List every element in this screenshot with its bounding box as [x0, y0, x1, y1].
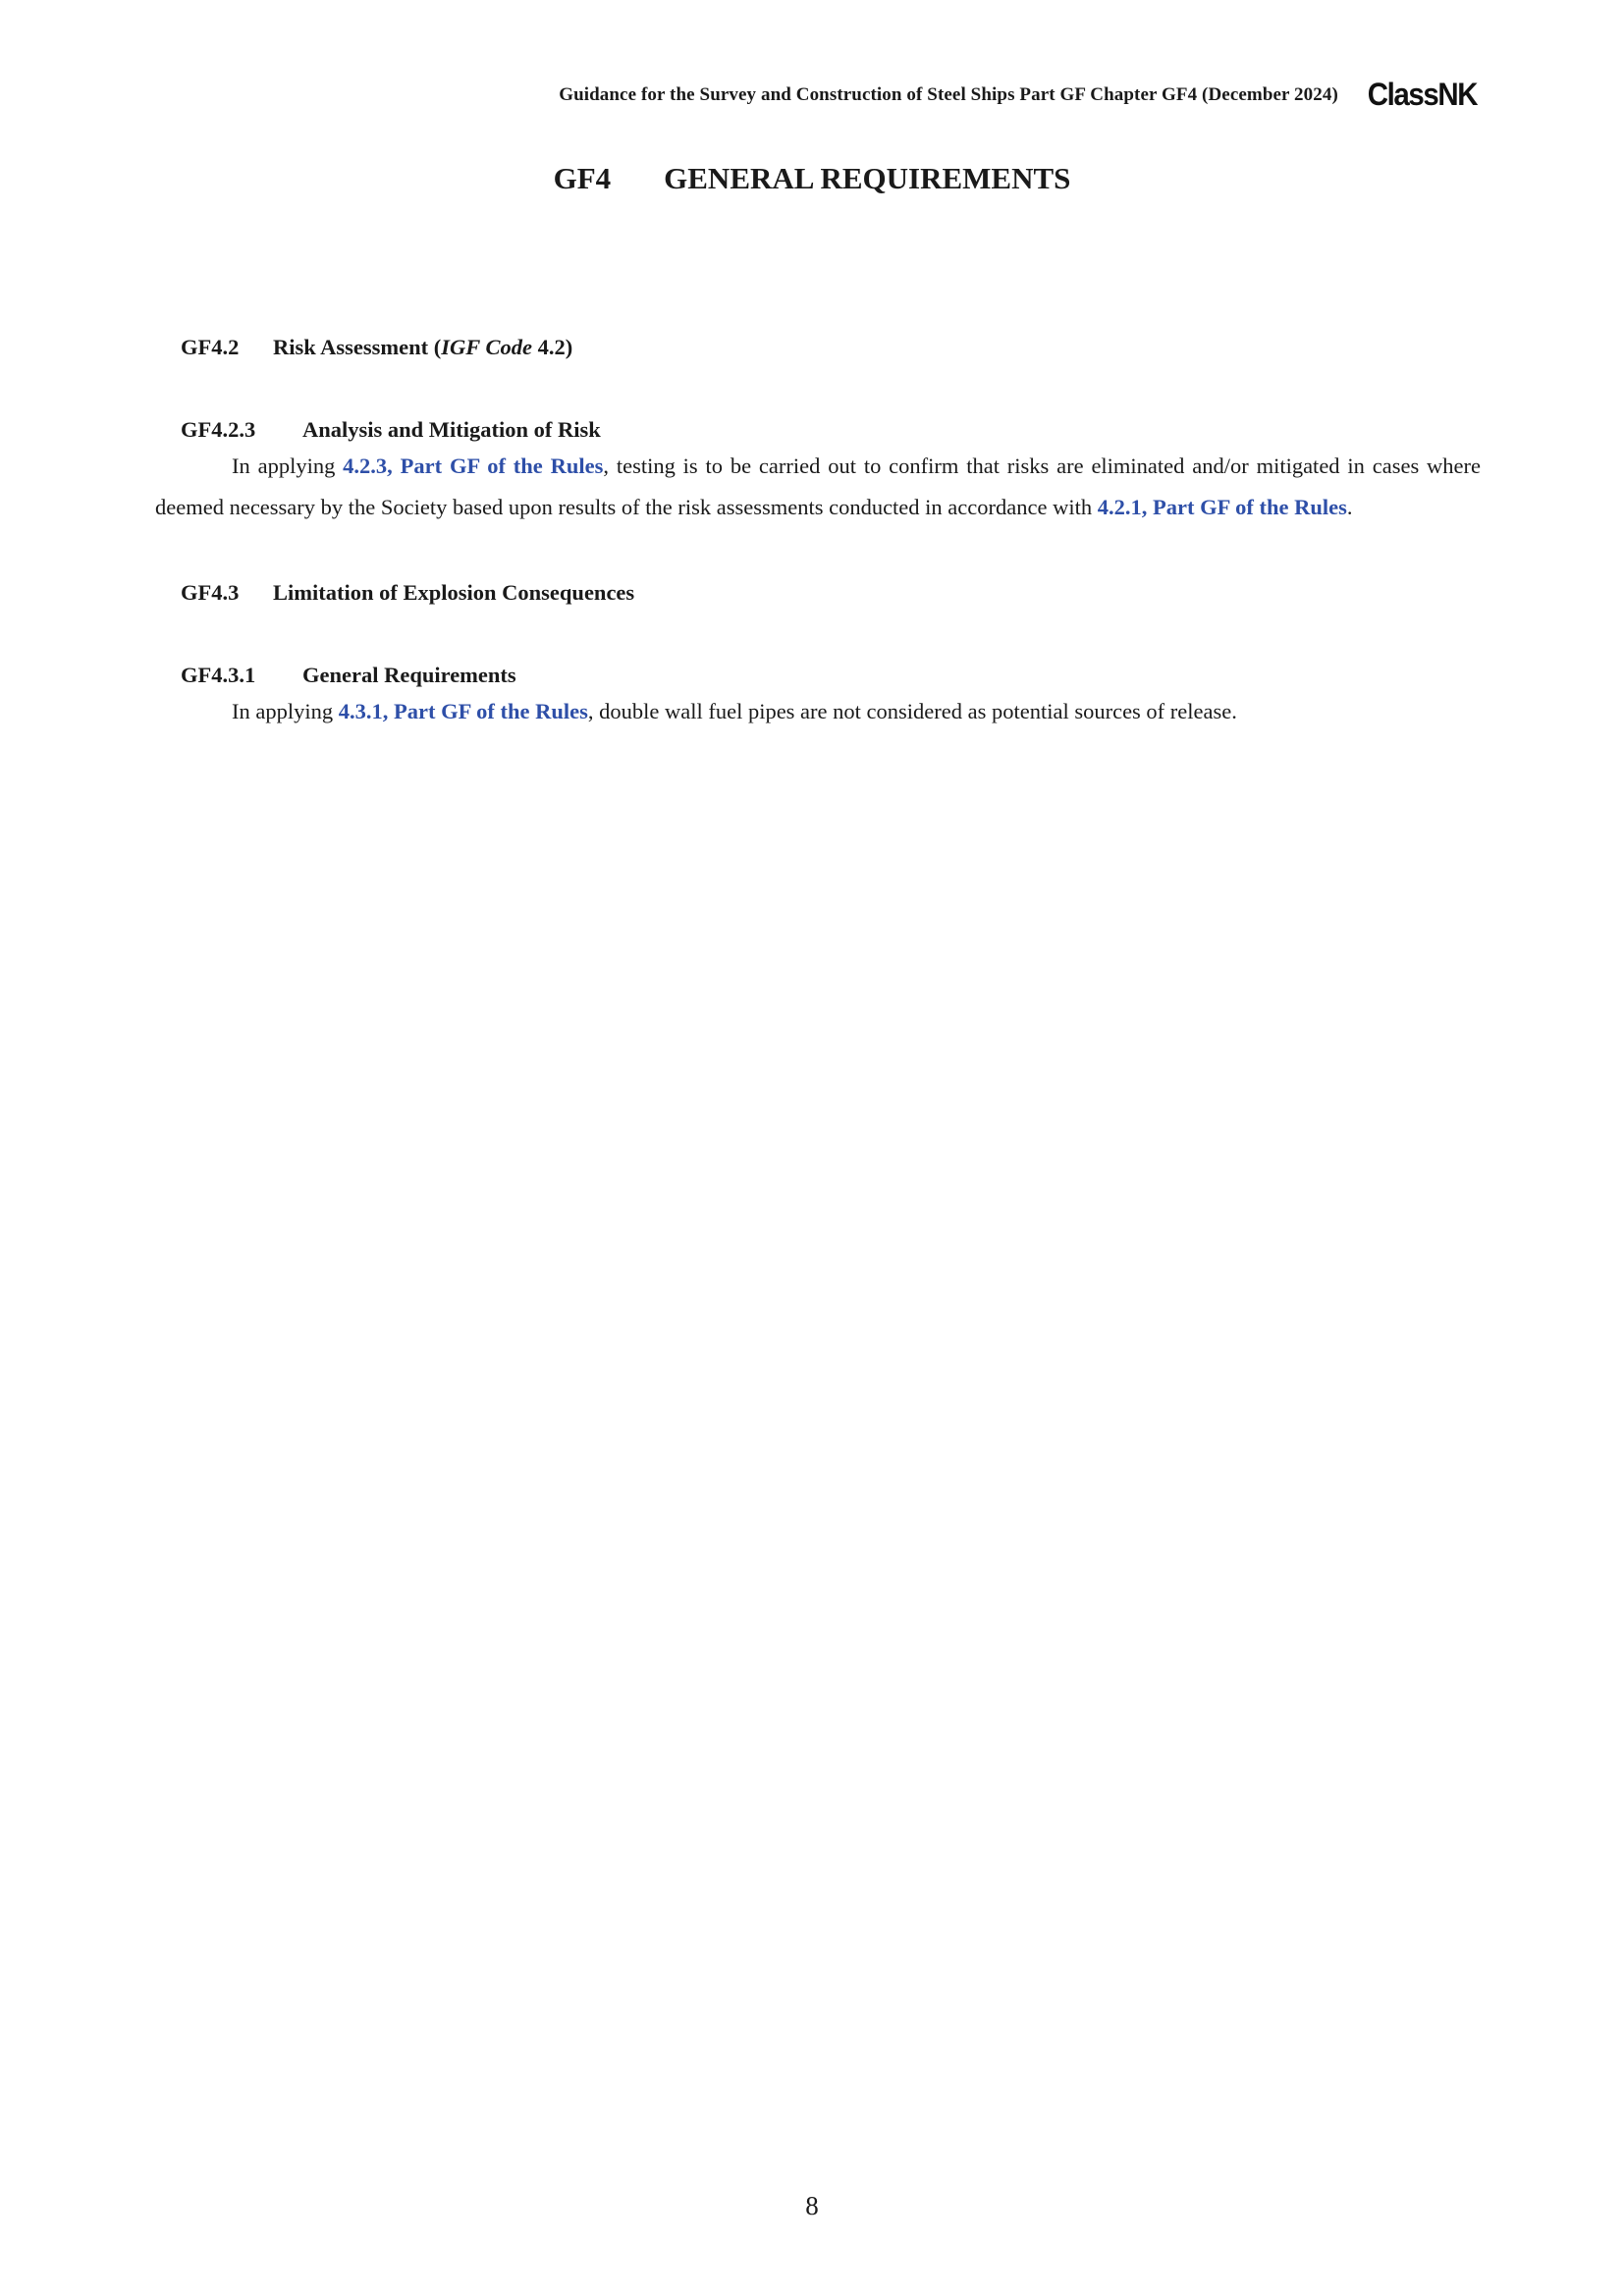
page-header [559, 79, 1477, 110]
page-number: 8 [805, 2191, 819, 2220]
section-title: Risk Assessment ( [273, 335, 442, 359]
subsection-heading-gf4-2-3 [155, 414, 1481, 446]
paragraph-gf4-2-3 [155, 446, 1481, 528]
chapter-number: GF4 [553, 161, 612, 195]
section-title-italic: IGF Code [441, 335, 533, 359]
paragraph-text: In applying [232, 699, 339, 723]
chapter-name: GENERAL REQUIREMENTS [664, 161, 1071, 195]
header-title: Guidance for the Survey and Construction of Steel Ships Part GF Chapter GF4 (December 2024) [559, 84, 1338, 105]
subsection-number: GF4.3.1 [181, 663, 256, 687]
rule-reference-link[interactable]: 4.3.1, Part GF of the Rules [338, 699, 588, 723]
rule-reference-link[interactable]: 4.2.3, Part GF of the Rules [343, 454, 604, 478]
section-number: GF4.3 [181, 580, 240, 605]
document-body [155, 332, 1481, 732]
subsection-title: Analysis and Mitigation of Risk [302, 417, 601, 442]
classnk-logo: ClassNK [1367, 77, 1477, 112]
section-heading-gf4-3 [155, 577, 1481, 609]
paragraph-text: , double wall fuel pipes are not considered as potential sources of release. [587, 699, 1237, 723]
paragraph-text: , testing is to be carried out to confirm that risks are eliminated and/or mitigated in cases where deemed necessary by the Society based upon results of the risk assessments conducted in accordance with [155, 454, 1482, 519]
subsection-title: General Requirements [302, 663, 516, 687]
section-title: Limitation of Explosion Consequences [273, 580, 635, 605]
subsection-number: GF4.2.3 [181, 417, 256, 442]
subsection-heading-gf4-3-1 [155, 660, 1481, 691]
paragraph-text: In applying [232, 454, 344, 478]
rule-reference-link[interactable]: 4.2.1, Part GF of the Rules [1097, 495, 1347, 519]
paragraph-gf4-3-1 [155, 691, 1481, 732]
section-title-end: 4.2) [532, 335, 573, 359]
paragraph-text: . [1346, 495, 1353, 519]
section-number: GF4.2 [181, 335, 240, 359]
chapter-title [0, 161, 1624, 196]
section-heading-gf4-2 [155, 332, 1481, 363]
